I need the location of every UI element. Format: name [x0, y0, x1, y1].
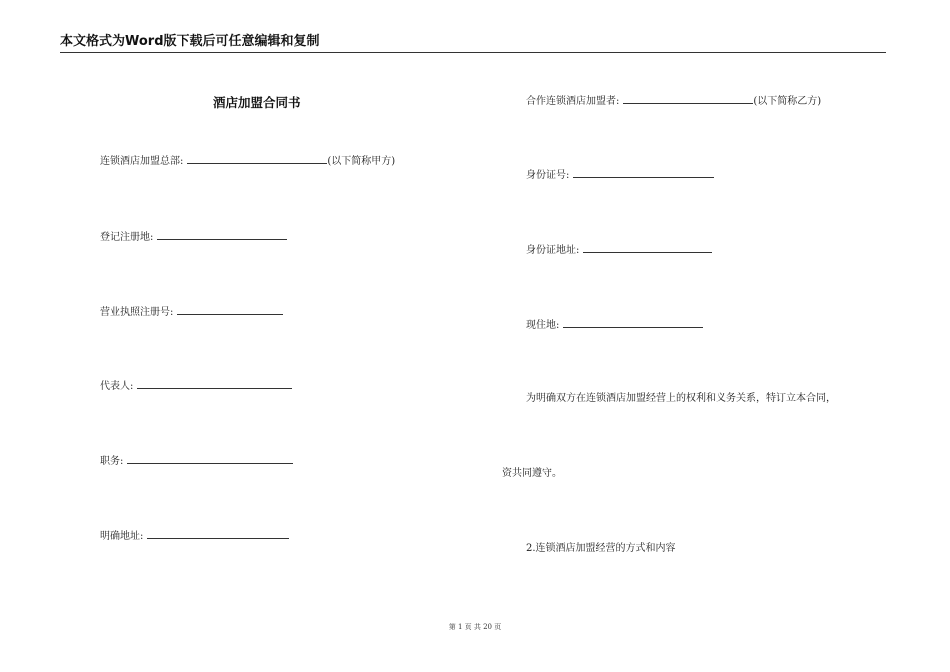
address-blank[interactable] — [147, 528, 289, 539]
address-label: 明确地址: — [100, 531, 144, 542]
position-blank[interactable] — [127, 453, 293, 464]
paragraph-line-2: 资共同遵守。 — [502, 468, 562, 479]
party-a-line — [100, 153, 395, 169]
party-a-suffix: (以下简称甲方) — [327, 156, 396, 167]
business-license-label: 营业执照注册号: — [100, 307, 174, 318]
page-header — [60, 34, 886, 53]
representative-blank[interactable] — [137, 378, 292, 389]
header-text: 本文格式为Word版下载后可任意编辑和复制 — [60, 34, 320, 49]
position-line — [100, 453, 293, 469]
position-label: 职务: — [100, 456, 124, 467]
representative-label: 代表人: — [100, 381, 134, 392]
id-address-blank[interactable] — [583, 242, 712, 253]
id-address-label: 身份证地址: — [526, 245, 580, 256]
page-footer: 第 1 页 共 20 页 — [448, 623, 502, 631]
current-address-label: 现住地: — [526, 320, 560, 331]
representative-line — [100, 378, 292, 394]
party-b-suffix: (以下简称乙方) — [753, 96, 822, 107]
paragraph-line-1: 为明确双方在连锁酒店加盟经营上的权利和义务关系，特订立本合同， — [526, 393, 836, 404]
section-heading-2: 2.连锁酒店加盟经营的方式和内容 — [526, 543, 676, 554]
party-a-label: 连锁酒店加盟总部: — [100, 156, 184, 167]
business-license-blank[interactable] — [177, 304, 283, 315]
id-number-blank[interactable] — [573, 167, 714, 178]
id-number-label: 身份证号: — [526, 170, 570, 181]
business-license-line — [100, 304, 283, 320]
current-address-line — [526, 317, 703, 333]
document-title: 酒店加盟合同书 — [213, 95, 301, 110]
registered-place-line — [100, 229, 287, 245]
party-b-blank[interactable] — [623, 93, 753, 104]
party-b-line — [526, 93, 821, 109]
party-a-blank[interactable] — [187, 153, 327, 164]
id-number-line — [526, 167, 714, 183]
current-address-blank[interactable] — [563, 317, 703, 328]
address-line — [100, 528, 289, 544]
registered-place-label: 登记注册地: — [100, 232, 154, 243]
id-address-line — [526, 242, 712, 258]
party-b-label: 合作连锁酒店加盟者: — [526, 96, 620, 107]
registered-place-blank[interactable] — [157, 229, 287, 240]
